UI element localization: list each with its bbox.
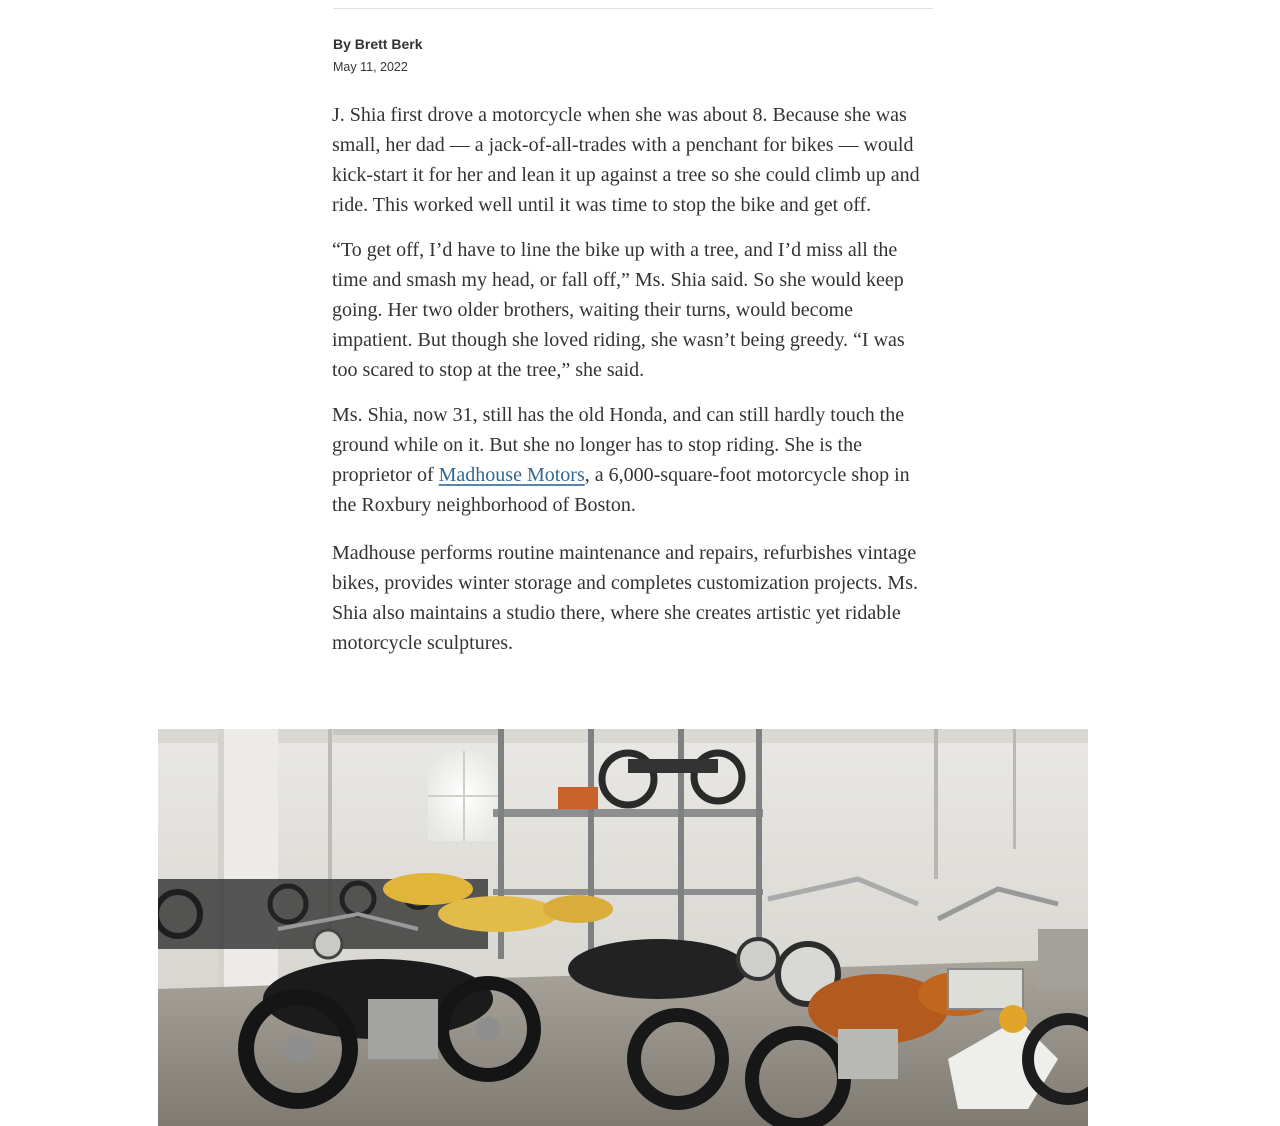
article-photo[interactable]: [158, 729, 1088, 1126]
article-body: [332, 100, 934, 673]
paragraph-1: J. Shia first drove a motorcycle when she was about 8. Because she was small, her dad — a jack-of-all-trades with a penchant for bikes — would kick-start it for her and lean it up against a tree so she could climb up and ride. This worked well until it was time to stop the bike and get off.: [332, 104, 920, 216]
madhouse-motors-link[interactable]: Madhouse Motors: [438, 464, 585, 486]
paragraph-3: [332, 400, 934, 520]
motorcycle-shop-image: [158, 729, 1088, 1126]
paragraph-3-text-after: , a 6,000-square-foot motorcycle shop in the Roxbury neighborhood of Boston.: [332, 464, 910, 516]
byline[interactable]: By Brett Berk: [333, 36, 423, 52]
header-divider: [333, 8, 933, 9]
publish-date: May 11, 2022: [333, 60, 408, 74]
paragraph-4: Madhouse performs routine maintenance and repairs, refurbishes vintage bikes, provides winter storage and completes customization projects. Ms. Shia also maintains a studio there, where she creates artistic yet ridable motorcycle sculptures.: [332, 542, 918, 654]
paragraph-2: “To get off, I’d have to line the bike up with a tree, and I’d miss all the time and smash my head, or fall off,” Ms. Shia said. So she would keep going. Her two older brothers, waiting their turns, would become impatient. But though she loved riding, she wasn’t being greedy. “I was too scared to stop at the tree,” she said.: [332, 239, 905, 381]
paragraph-3-text-before: Ms. Shia, now 31, still has the old Honda, and can still hardly touch the ground while on it. But she no longer has to stop riding. She is the proprietor of: [332, 404, 905, 486]
